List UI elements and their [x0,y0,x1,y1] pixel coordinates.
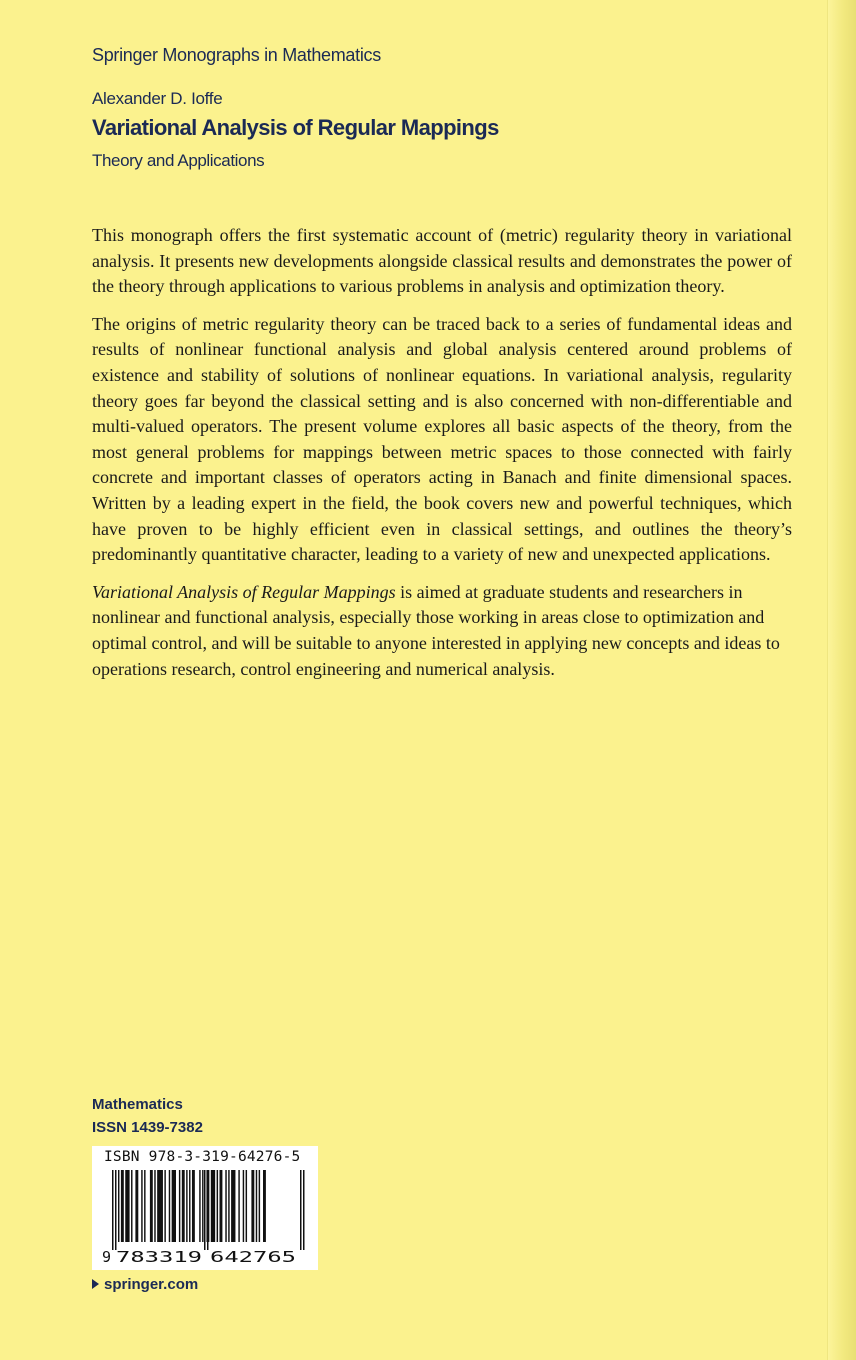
barcode-bar [259,1170,260,1242]
isbn-text: ISBN 978-3-319-64276-5 [104,1149,301,1165]
barcode-bar [115,1170,117,1250]
barcode-bar [121,1170,124,1242]
description-paragraph-3-text: is aimed at graduate students and researchers in nonlinear and functional analysis, especially those working in areas close to optimization and optimal control, and will be suitable to anyone interested in applying new concepts and ideas to operations research, control engineering and numerical analysis. [92,581,780,679]
book-spine-edge [827,0,856,1360]
barcode-bar [172,1170,176,1242]
barcode-bar [182,1170,185,1242]
barcode-bar [179,1170,180,1242]
arrow-right-icon [92,1279,99,1289]
barcode-bar [251,1170,254,1242]
springer-link[interactable] [92,1276,198,1293]
barcode-bar [157,1170,163,1242]
barcode-bar [246,1170,247,1242]
barcode [92,1146,318,1270]
barcode-digits-left: 783319 [116,1248,202,1266]
barcode-bar [231,1170,235,1242]
barcode-bar [135,1170,138,1242]
barcode-bar [192,1170,195,1242]
description-paragraph-3-title: Variational Analysis of Regular Mappings [92,581,396,602]
description-paragraph-3 [92,580,792,682]
subject-label: Mathematics [92,1096,183,1113]
author-name: Alexander D. Ioffe [92,89,223,108]
barcode-bar [169,1170,170,1242]
barcode-bar [263,1170,266,1242]
barcode-bar [118,1170,119,1242]
series-name: Springer Monographs in Mathematics [92,45,381,65]
book-subtitle: Theory and Applications [92,151,265,170]
barcode-bar [303,1170,305,1250]
barcode-bar [199,1170,200,1242]
barcode-bar [144,1170,145,1242]
barcode-bar [207,1170,209,1250]
description-paragraph-1: This monograph offers the first systematic account of (metric) regularity theory in variational analysis. It presents new developments alongside classical results and demonstrates the power of the theory through applications to various problems in analysis and optimization theory. [92,225,792,297]
barcode-digits-right: 642765 [210,1248,296,1266]
book-title: Variational Analysis of Regular Mappings [92,115,499,140]
barcode-bar [220,1170,223,1242]
description [92,223,792,694]
barcode-bar [202,1170,203,1242]
barcode-bar [141,1170,142,1242]
barcode-bar [150,1170,153,1242]
barcode-bar [164,1170,165,1242]
barcode-bar [225,1170,226,1242]
barcode-bar [131,1170,132,1242]
barcode-bar [204,1170,206,1250]
barcode-bar [243,1170,244,1242]
issn-label: ISSN 1439-7382 [92,1119,203,1136]
barcode-bar [189,1170,190,1242]
description-paragraph-2: The origins of metric regularity theory can be traced back to a series of fundamental ideas and results of nonlinear functional analysis and global analysis centered around problems of existence and stability of solutions of nonlinear equations. In variational analysis, regularity theory goes far beyond the classical setting and is also concerned with non-differentiable and multi-valued operators. The present volume explores all basic aspects of the theory, from the most general problems for mappings between metric spaces to those connected with fairly concrete and important classes of operators acting in Banach and finite dimensional spaces. Written by a leading expert in the field, the book covers new and powerful techniques, which have proven to be highly efficient even in classical settings, and outlines the theory’s predominantly quantitative character, leading to a variety of new and unexpected applications. [92,313,792,565]
barcode-digit-lead: 9 [102,1248,112,1266]
barcode-bar [217,1170,218,1242]
barcode-bar [238,1170,239,1242]
barcode-bar [112,1170,114,1250]
barcode-bar [300,1170,302,1250]
barcode-bar [154,1170,155,1242]
barcode-bar [256,1170,257,1242]
barcode-bar [211,1170,215,1242]
barcode-bar [125,1170,129,1242]
barcode-bar [228,1170,229,1242]
springer-link-text[interactable]: springer.com [104,1276,199,1293]
barcode-bar [186,1170,187,1242]
